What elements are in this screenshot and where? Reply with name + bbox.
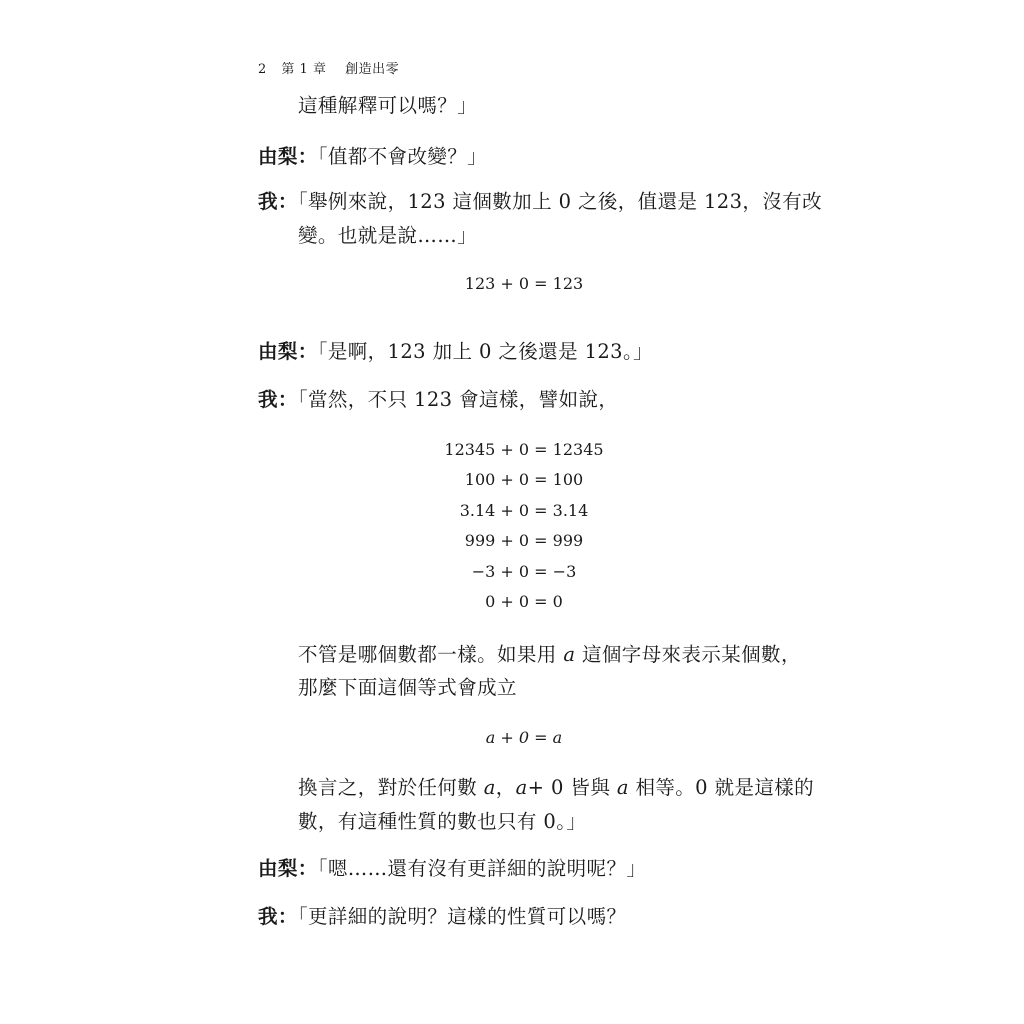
- text-segment: 這個字母來表示某個數，: [575, 643, 801, 666]
- dialogue-text: 「值都不會改變？」: [317, 145, 488, 168]
- running-header: [258, 58, 399, 77]
- text-segment: 相等。0 就是這樣的: [628, 776, 815, 799]
- dialogue-text: 「嗯……還有沒有更詳細的說明呢？」: [317, 857, 647, 880]
- text-line: [298, 776, 814, 800]
- speaker-label: 我：: [258, 905, 298, 928]
- equation: 12345 + 0 = 12345: [444, 440, 604, 459]
- dialogue-line: [258, 857, 646, 881]
- dialogue-line: [258, 190, 822, 214]
- equation: 0 + 0 = 0: [485, 592, 563, 611]
- dialogue-line: [258, 340, 653, 364]
- text-line: 那麼下面這個等式會成立: [298, 676, 517, 699]
- dialogue-line: [258, 145, 487, 169]
- math-variable: a: [616, 776, 629, 799]
- equation: −3 + 0 = −3: [471, 562, 577, 581]
- text-segment: 不管是哪個數都一樣。如果用: [298, 643, 564, 666]
- chapter-title: 創造出零: [345, 62, 400, 77]
- text-line: 這種解釋可以嗎？」: [298, 94, 478, 117]
- dialogue-text: 「更詳細的說明？這樣的性質可以嗎？: [297, 905, 627, 928]
- speaker-label: 我：: [258, 190, 298, 213]
- speaker-label: 我：: [258, 388, 298, 411]
- text-segment: 換言之，對於任何數: [298, 776, 484, 799]
- dialogue-text: 「舉例來說，123 這個數加上 0 之後，值還是 123，沒有改: [297, 190, 823, 213]
- dialogue-text: 「當然，不只 123 會這樣，譬如說，: [297, 388, 619, 411]
- text-line: 變。也就是說……」: [298, 224, 478, 247]
- equation: 123 + 0 = 123: [464, 274, 584, 293]
- equation: 100 + 0 = 100: [464, 470, 584, 489]
- chapter-label: 第 1 章: [281, 62, 327, 77]
- math-variable: a: [563, 643, 576, 666]
- text-line: 數，有這種性質的數也只有 0。」: [298, 810, 587, 833]
- dialogue-line: [258, 388, 618, 412]
- page-number: 2: [258, 62, 267, 77]
- math-variable: a: [483, 776, 496, 799]
- equation: 3.14 + 0 = 3.14: [459, 501, 589, 520]
- speaker-label: 由梨：: [258, 857, 318, 880]
- text-segment: ，: [495, 776, 516, 799]
- equation: a + 0 = a: [485, 728, 563, 747]
- speaker-label: 由梨：: [258, 340, 318, 363]
- text-segment: + 0 皆與: [527, 776, 617, 799]
- equation: 999 + 0 = 999: [464, 531, 584, 550]
- dialogue-line: [258, 905, 626, 929]
- speaker-label: 由梨：: [258, 145, 318, 168]
- dialogue-text: 「是啊，123 加上 0 之後還是 123。」: [317, 340, 654, 363]
- math-variable: a: [515, 776, 528, 799]
- text-line: [298, 643, 801, 667]
